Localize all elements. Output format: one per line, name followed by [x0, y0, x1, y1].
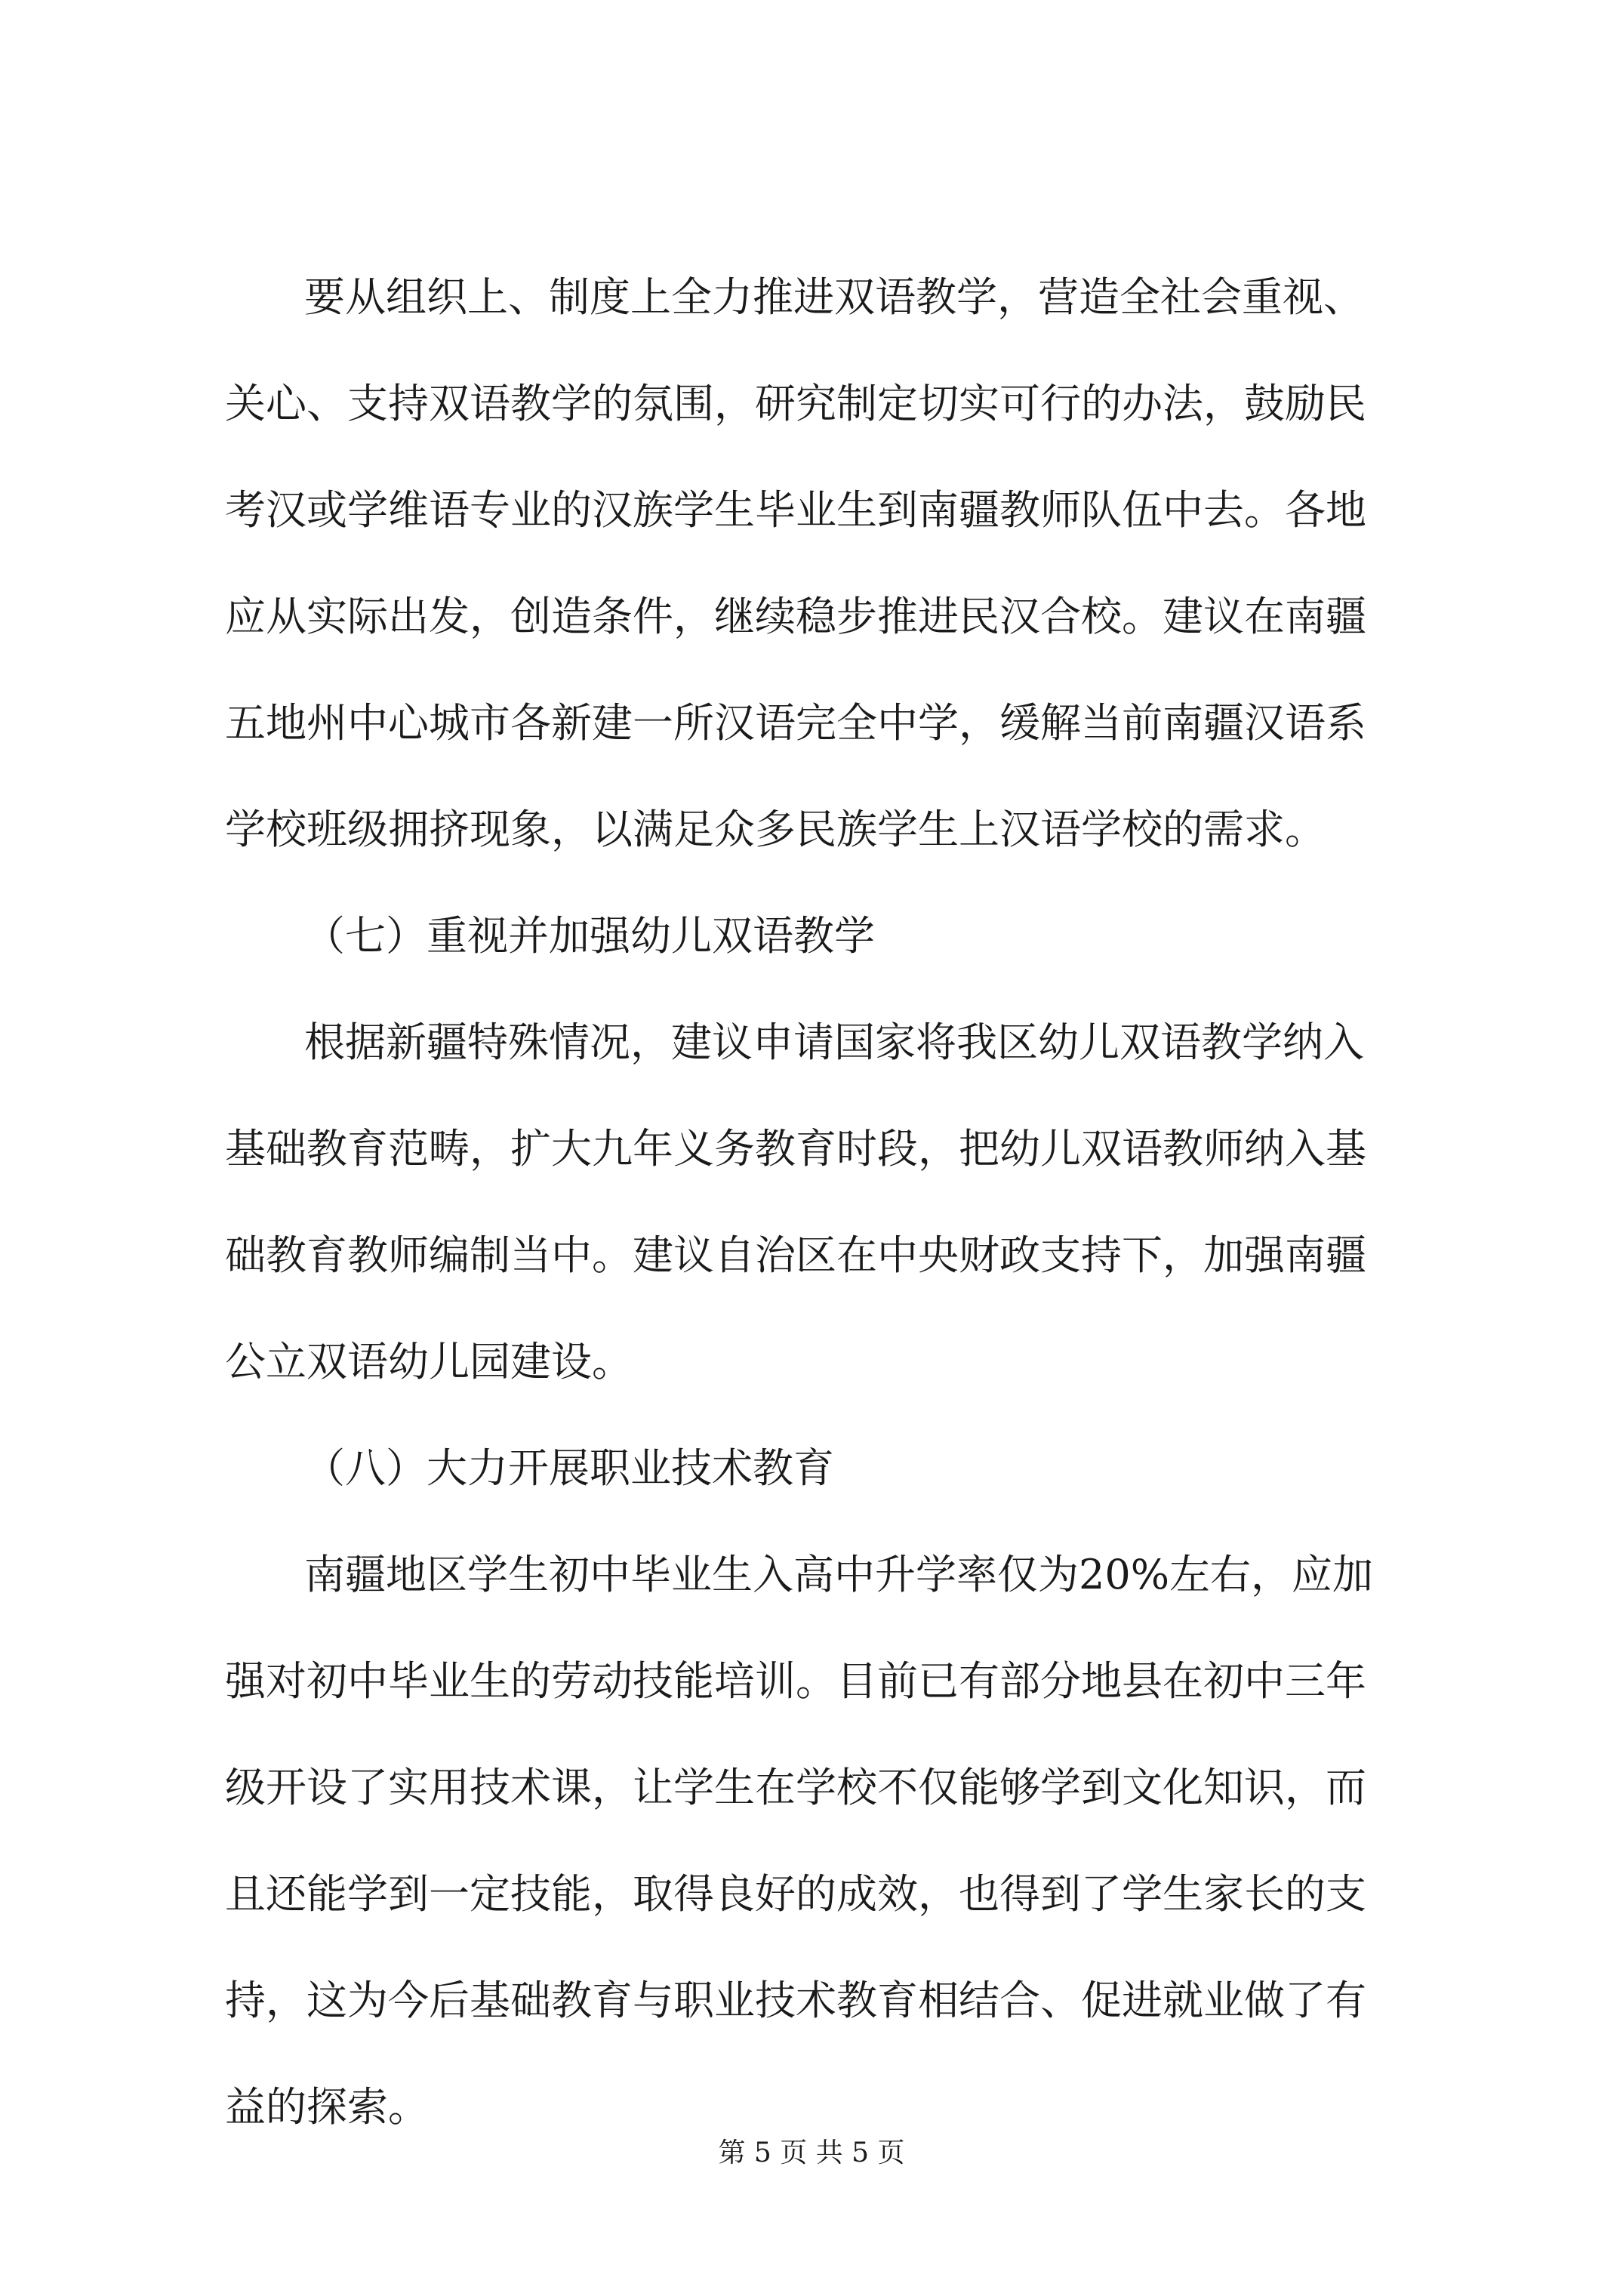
body-line-9: 基础教育范畴，扩大九年义务教育时段，把幼儿双语教师纳入基: [225, 1125, 1366, 1173]
body-line-18: 益的探索。: [225, 2083, 429, 2131]
body-line-13: 南疆地区学生初中毕业生入高中升学率仅为20%左右，应加: [304, 1551, 1374, 1598]
body-line-16: 且还能学到一定技能，取得良好的成效，也得到了学生家长的支: [225, 1870, 1366, 1918]
section-heading-7: （七）重视并加强幼儿双语教学: [304, 912, 875, 960]
section-heading-8: （八）大力开展职业技术教育: [304, 1444, 834, 1492]
body-line-2: 关心、支持双语教学的氛围，研究制定切实可行的办法，鼓励民: [225, 380, 1366, 427]
body-line-11: 公立双语幼儿园建设。: [225, 1338, 633, 1385]
body-line-6: 学校班级拥挤现象，以满足众多民族学生上汉语学校的需求。: [225, 806, 1326, 853]
body-line-3: 考汉或学维语专业的汉族学生毕业生到南疆教师队伍中去。各地: [225, 486, 1366, 534]
body-line-10: 础教育教师编制当中。建议自治区在中央财政支持下，加强南疆: [225, 1231, 1366, 1279]
body-line-15: 级开设了实用技术课，让学生在学校不仅能够学到文化知识，而: [225, 1764, 1366, 1811]
body-line-17: 持，这为今后基础教育与职业技术教育相结合、促进就业做了有: [225, 1977, 1366, 2024]
body-line-1: 要从组织上、制度上全力推进双语教学，营造全社会重视、: [304, 273, 1364, 321]
body-line-8: 根据新疆特殊情况，建议申请国家将我区幼儿双语教学纳入: [304, 1019, 1364, 1066]
body-line-5: 五地州中心城市各新建一所汉语完全中学，缓解当前南疆汉语系: [225, 699, 1366, 747]
body-line-4: 应从实际出发，创造条件，继续稳步推进民汉合校。建议在南疆: [225, 593, 1366, 640]
page-footer: 第 5 页 共 5 页: [718, 2137, 905, 2168]
body-line-14: 强对初中毕业生的劳动技能培训。目前已有部分地县在初中三年: [225, 1657, 1366, 1705]
